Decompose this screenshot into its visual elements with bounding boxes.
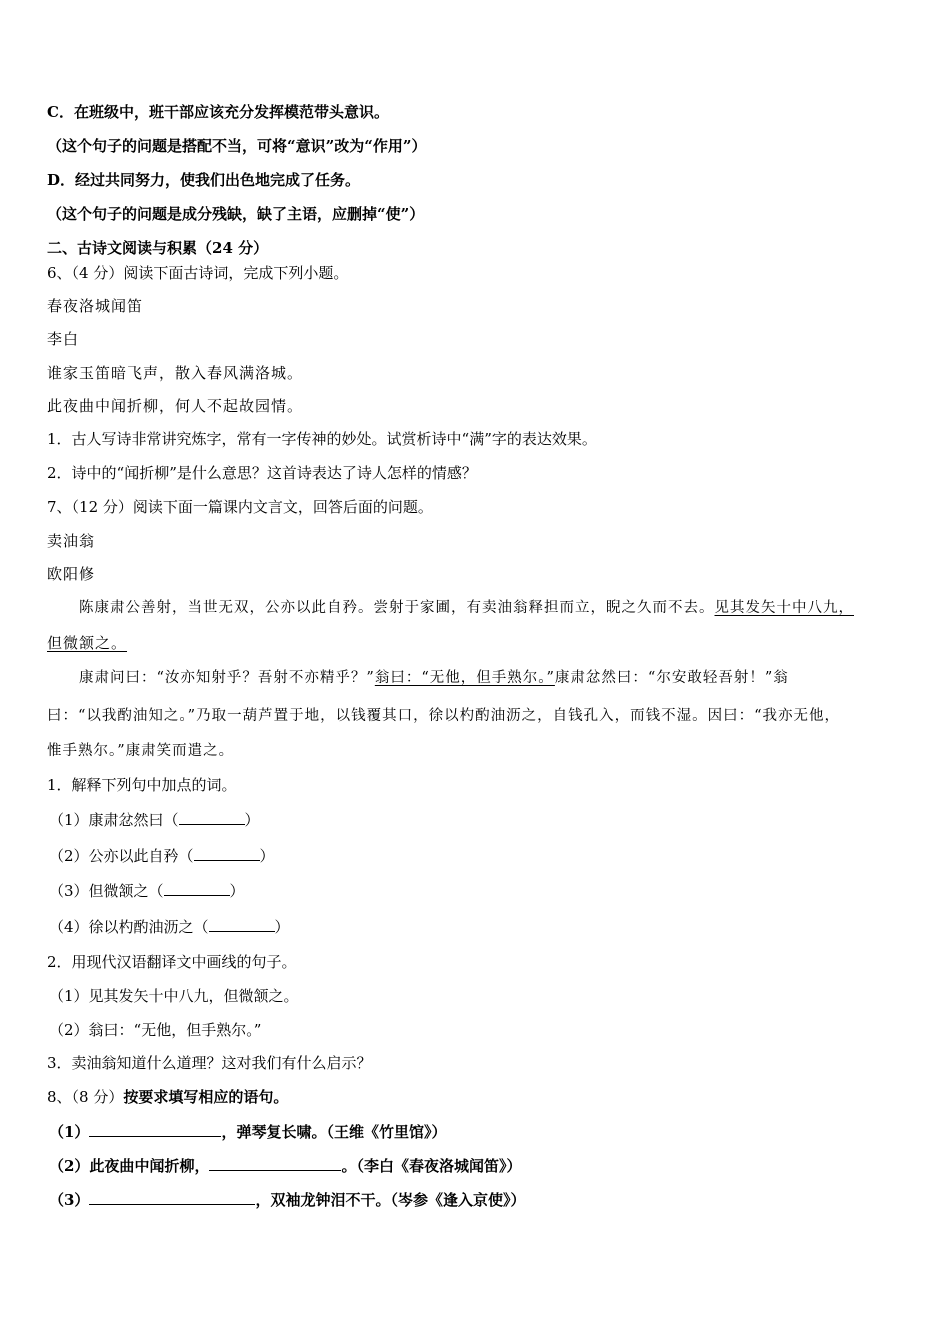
passage-p2-text-b: 康肃忿然曰：“尔安敢轻吾射！”翁 [554, 670, 789, 686]
passage-p2-line3: 惟手熟尔。”康肃笑而遣之。 [47, 743, 235, 759]
option-c: C．在班级中，班干部应该充分发挥模范带头意识。 [47, 103, 389, 121]
item-text: （3）但微颔之（ [49, 882, 164, 900]
q7-sub1-item-4 [49, 916, 290, 937]
q6-stem: 6、（4 分）阅读下面古诗词，完成下列小题。 [47, 264, 349, 282]
q6-sub1: 1．古人写诗非常讲究炼字，常有一字传神的妙处。试赏析诗中“满”字的表达效果。 [47, 430, 597, 448]
passage-p2-text-a: 康肃问曰：“汝亦知射乎？吾射不亦精乎？” [79, 670, 375, 686]
answer-blank[interactable] [89, 1121, 221, 1137]
item-text: （1）康肃忿然曰（ [49, 811, 179, 829]
poem-line-1: 谁家玉笛暗飞声，散入春风满洛城。 [47, 364, 304, 382]
poem-line-2: 此夜曲中闻折柳，何人不起故园情。 [47, 397, 304, 415]
option-d: D．经过共同努力，使我们出色地完成了任务。 [47, 171, 361, 189]
q7-sub1-item-1 [49, 809, 260, 830]
item-prefix: （3） [49, 1191, 90, 1209]
underlined-sentence-1b: 但微颔之。 [47, 634, 128, 652]
close-paren: ） [229, 882, 245, 900]
passage-p1-text: 陈康肃公善射，当世无双，公亦以此自矜。尝射于家圃，有卖油翁释担而立，睨之久而不去。 [79, 600, 715, 616]
q8-stem [47, 1087, 288, 1107]
option-c-note: （这个句子的问题是搭配不当，可将“意识”改为“作用”） [47, 137, 427, 155]
q7-sub1: 1．解释下列句中加点的词。 [47, 776, 237, 794]
poem-title: 春夜洛城闻笛 [47, 297, 144, 315]
answer-blank[interactable] [209, 1155, 341, 1171]
poem-author: 李白 [47, 330, 80, 348]
q7-stem: 7、（12 分）阅读下面一篇课内文言文，回答后面的问题。 [47, 498, 433, 516]
q8-item-2 [49, 1155, 521, 1176]
q7-sub2-item-1: （1）见其发矢十中八九，但微颔之。 [49, 987, 299, 1005]
answer-blank[interactable] [89, 1189, 255, 1205]
item-prefix: （2）此夜曲中闻折柳， [49, 1157, 210, 1175]
q7-sub3: 3．卖油翁知道什么道理？这对我们有什么启示？ [47, 1054, 372, 1072]
passage-p1-line1 [79, 598, 854, 618]
item-suffix: ，弹琴复长啸。（王维《竹里馆》） [221, 1123, 447, 1141]
passage-author: 欧阳修 [47, 565, 96, 583]
q8-stem-bold: 按要求填写相应的语句。 [123, 1088, 289, 1106]
answer-blank[interactable] [179, 809, 245, 825]
q6-sub2: 2．诗中的“闻折柳”是什么意思？这首诗表达了诗人怎样的情感？ [47, 464, 477, 482]
close-paren: ） [244, 811, 260, 829]
passage-p2-line1 [79, 668, 789, 688]
close-paren: ） [259, 847, 275, 865]
item-suffix: 。（李白《春夜洛城闻笛》） [341, 1157, 522, 1175]
answer-blank[interactable] [209, 916, 275, 932]
underlined-sentence-2: 翁曰：“无他，但手熟尔。” [374, 670, 555, 686]
q7-sub1-item-3 [49, 880, 245, 901]
answer-blank[interactable] [194, 845, 260, 861]
underlined-sentence-1a: 见其发矢十中八九， [714, 600, 854, 616]
passage-p2-line2: 曰：“以我酌油知之。”乃取一葫芦置于地，以钱覆其口，徐以杓酌油沥之，自钱孔入，而钱不湿。因曰：“我亦无他， [47, 708, 840, 724]
answer-blank[interactable] [164, 880, 230, 896]
q7-sub1-item-2 [49, 845, 275, 866]
q8-stem-prefix: 8、（8 分） [47, 1088, 124, 1106]
item-text: （4）徐以杓酌油沥之（ [49, 918, 209, 936]
option-d-note: （这个句子的问题是成分残缺，缺了主语，应删掉“使”） [47, 205, 425, 223]
item-suffix: ，双袖龙钟泪不干。（岑参《逢入京使》） [255, 1191, 526, 1209]
q8-item-1 [49, 1121, 446, 1142]
passage-title: 卖油翁 [47, 532, 96, 550]
item-prefix: （1） [49, 1123, 90, 1141]
q7-sub2-item-2: （2）翁曰：“无他，但手熟尔。” [49, 1021, 262, 1039]
section-heading: 二、古诗文阅读与积累（24 分） [47, 239, 269, 257]
item-text: （2）公亦以此自矜（ [49, 847, 194, 865]
q8-item-3 [49, 1189, 525, 1210]
close-paren: ） [274, 918, 290, 936]
q7-sub2: 2．用现代汉语翻译文中画线的句子。 [47, 953, 297, 971]
